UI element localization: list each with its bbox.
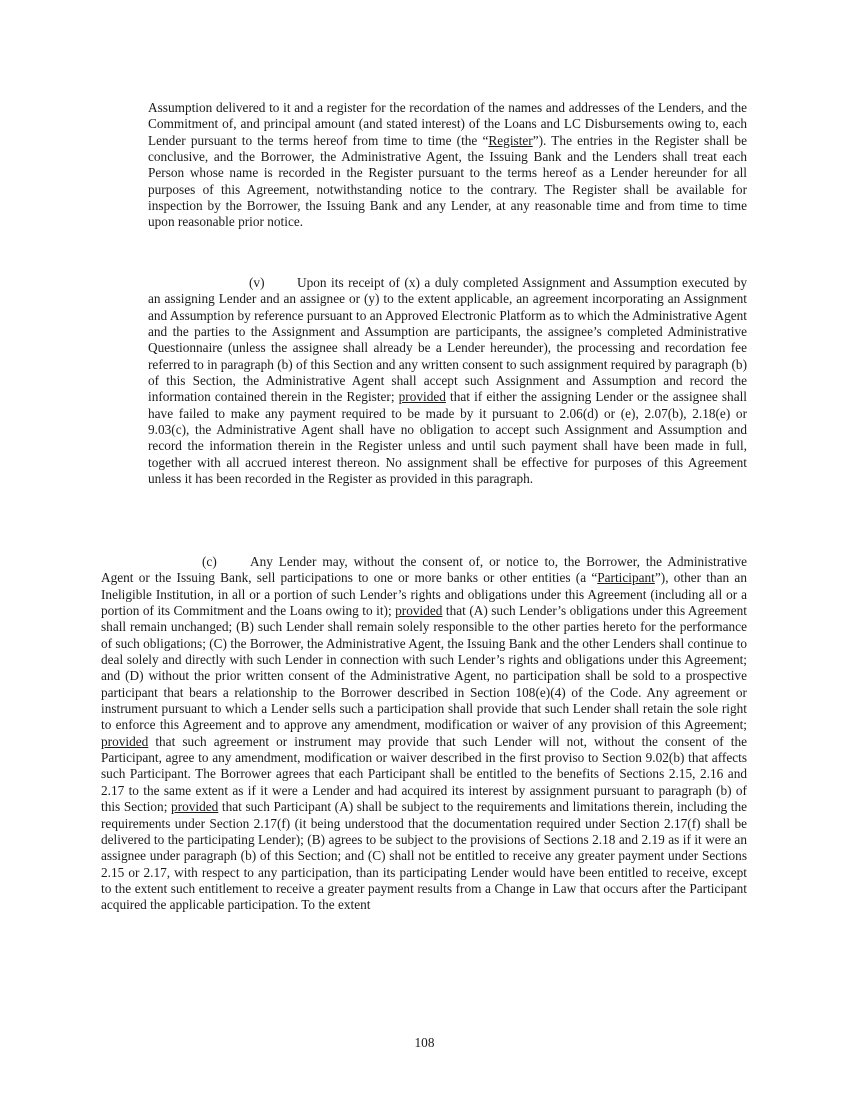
text: Upon its receipt of (x) a duly completed Assignment and Assumption executed by an assigning Lender and an assignee or (y) to the extent applicable, an agreement incorporating an Assignment and Assumption by reference pursuant to an Approved Electronic Platform as to which the Administrative Agent and the parties to the Assignment and Assumption are participants, the assignee’s completed Administrative Questionnaire (unless the assignee shall already be a Lender hereunder), the processing and recordation fee referred to in paragraph (b) of this Section and any written consent to such assignment required by paragraph (b) of this Section, the Administrative Agent shall accept such Assignment and Assumption and record the information contained therein in the Register; [148,275,747,405]
provided-term: provided [398,389,446,405]
provided-term: provided [395,603,443,619]
text: ”). The entries in the Register shall be conclusive, and the Borrower, the Administrative Agent, the Issuing Bank and the Lenders shall treat each Person whose name is recorded in the Register pursuant to the terms hereof as a Lender hereunder for all purposes of this Agreement, notwithstanding notice to the contrary. The Register shall be available for inspection by the Borrower, the Issuing Bank and any Lender, at any reasonable time and from time to time upon reasonable prior notice. [148,132,747,230]
defined-term-participant: Participant [597,570,655,586]
paragraph-register [148,100,747,231]
text: that (A) such Lender’s obligations under this Agreement shall remain unchanged; (B) such Lender shall remain solely responsible to the other parties hereto for the performance of such obligations; (C) the Borrower, the Administrative Agent, the Issuing Bank and the other Lenders shall continue to deal solely and directly with such Lender in connection with such Lender’s rights and obligations under this Agreement; and (D) without the prior written consent of the Administrative Agent, no participation shall be sold to a prospective participant that bears a relationship to the Borrower described in Section 108(e)(4) of the Code. Any agreement or instrument pursuant to which a Lender sells such a participation shall provide that such Lender shall retain the sole right to enforce this Agreement and to approve any amendment, modification or waiver of any provision of this Agreement; [101,603,747,733]
clause-label: (v) [249,275,265,290]
text: that such agreement or instrument may provide that such Lender will not, without the consent of the Participant, agree to any amendment, modification or waiver described in the first proviso to Section 9.02(b) that affects such Participant. The Borrower agrees that each Participant shall be entitled to the benefits of Sections 2.15, 2.16 and 2.17 to the same extent as if it were a Lender and had acquired its interest by assignment pursuant to paragraph (b) of this Section; [101,733,747,815]
text: Assumption delivered to it and a register for the recordation of the names and addresses of the Lenders, and the Commitment of, and principal amount (and stated interest) of the Loans and LC Disbursements owing to, each Lender pursuant to the terms hereof from time to time (the “ [148,100,747,148]
provided-term: provided [171,799,219,815]
text: that if either the assigning Lender or the assignee shall have failed to make any payment required to be made by it pursuant to 2.06(d) or (e), 2.07(b), 2.18(e) or 9.03(c), the Administrative Agent shall have no obligation to accept such Assignment and Assumption and record the information therein in the Register unless and until such payment shall have been made in full, together with all accrued interest thereon. No assignment shall be effective for purposes of this Agreement unless it has been recorded in the Register as provided in this paragraph. [148,389,747,487]
clause-label: (c) [202,554,217,569]
provided-term: provided [101,733,149,749]
text: that such Participant (A) shall be subject to the requirements and limitations therein, including the requirements under Section 2.17(f) (it being understood that the documentation required under Section 2.17(f) shall be delivered to the participating Lender); (B) agrees to be subject to the provisions of Sections 2.18 and 2.19 as if it were an assignee under paragraph (b) of this Section; and (C) shall not be entitled to receive any greater payment under Sections 2.15 or 2.17, with respect to any participation, than its participating Lender would have been entitled to receive, except to the extent such entitlement to receive a greater payment results from a Change in Law that occurs after the Participant acquired the applicable participation. To the extent [101,799,747,913]
text: Any Lender may, without the consent of, or notice to, the Borrower, the Administrative Agent or the Issuing Bank, sell participations to one or more banks or other entities (a “ [101,554,747,586]
paragraph-v [148,275,747,487]
text: ”), other than an Ineligible Institution, in all or a portion of such Lender’s rights and obligations under this Agreement (including all or a portion of its Commitment and the Loans owing to it); [101,570,747,619]
defined-term-register: Register [488,132,533,148]
paragraph-c [101,554,747,914]
page-number: 108 [414,1035,435,1050]
